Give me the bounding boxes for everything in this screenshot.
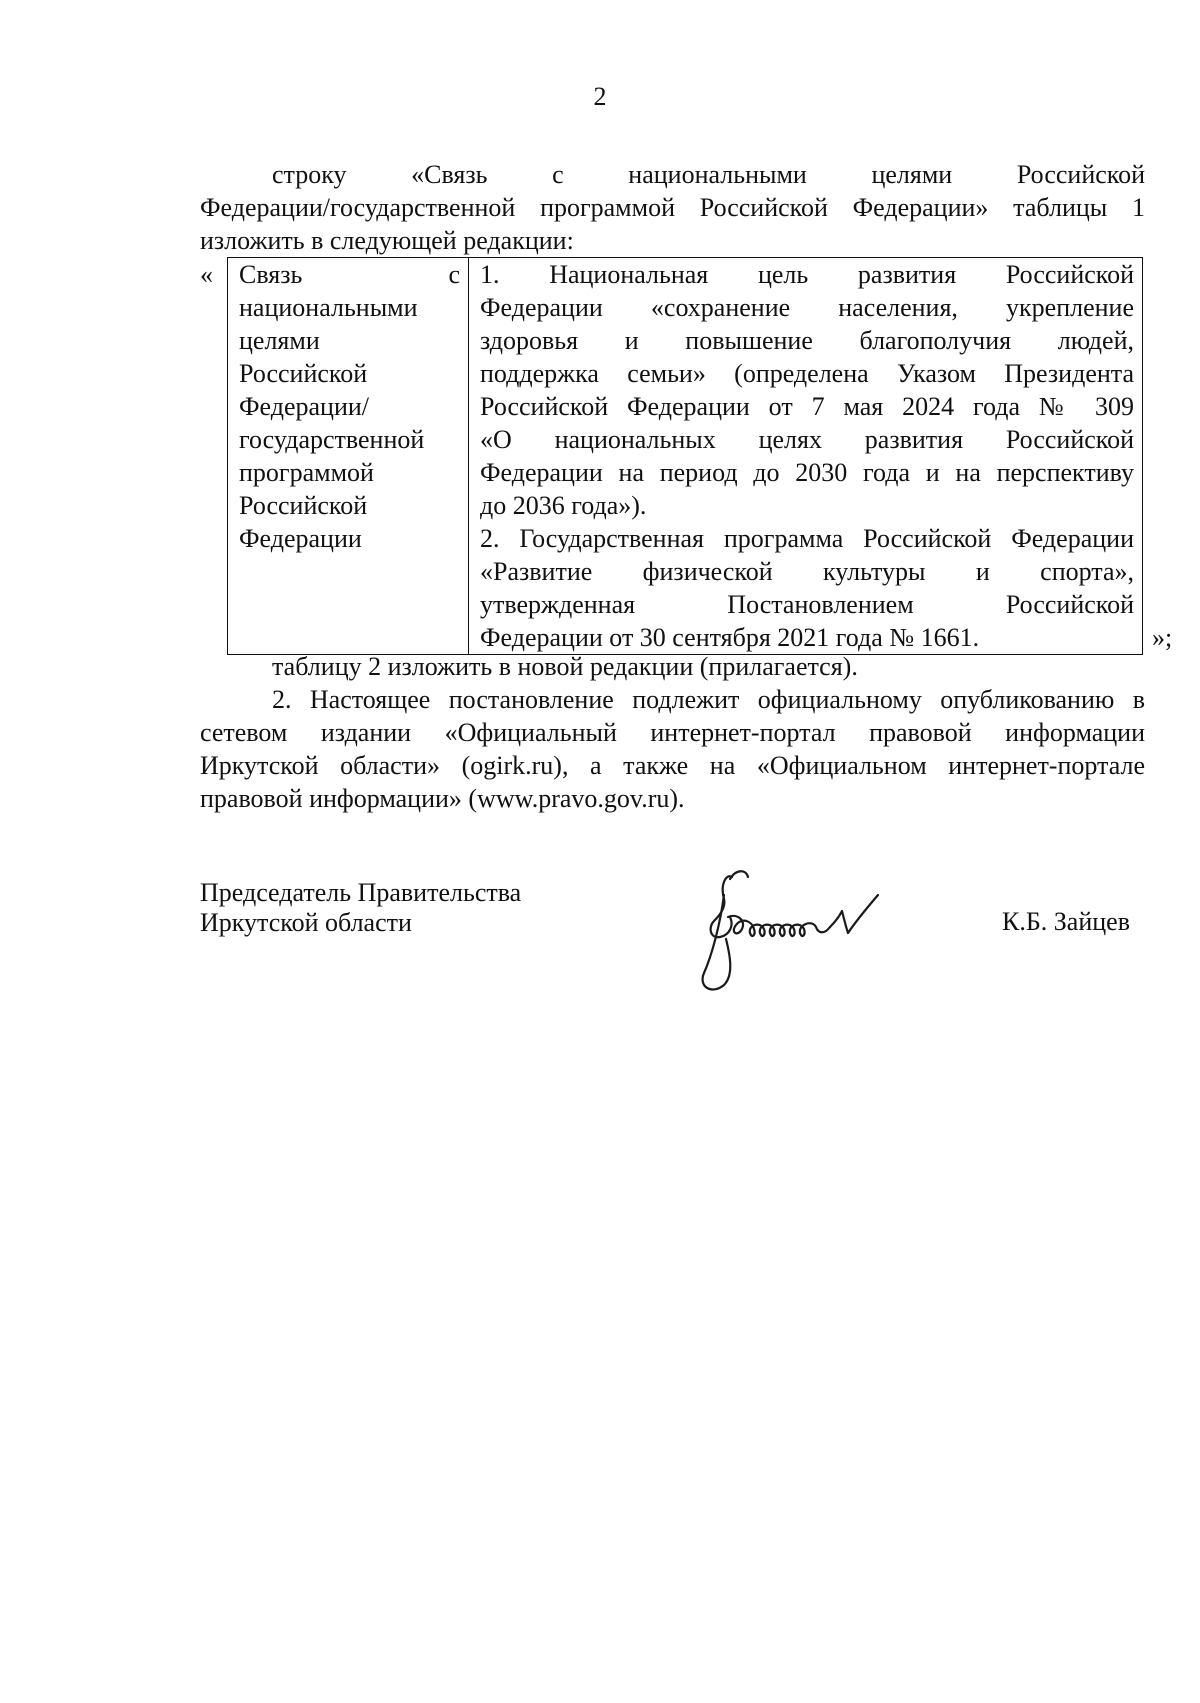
left-cell-line: Федерации (239, 524, 362, 553)
right-cell-line: здоровья и повышение благополучия людей, (480, 326, 1134, 355)
opening-quote: « (200, 260, 213, 289)
intro-line-2: Федерации/государственной программой Российской Федерации» таблицы 1 (200, 193, 1145, 222)
signatory-title-line-1: Председатель Правительства (200, 878, 522, 907)
signer-name: К.Б. Зайцев (1002, 907, 1130, 936)
publication-line-1: 2. Настоящее постановление подлежит официальному опубликованию в (272, 685, 1145, 714)
intro-line-1: строку «Связь с национальными целями Российской (272, 160, 1145, 189)
right-cell-line: Российской Федерации от 7 мая 2024 года № 309 (480, 392, 1134, 421)
publication-line-3: Иркутской области» (ogirk.ru), а также на «Официальном интернет-портале (200, 751, 1145, 780)
intro-paragraph (200, 158, 1145, 257)
handwritten-signature (690, 855, 920, 995)
after-table-paragraph (200, 650, 1145, 683)
amendment-table (227, 257, 1143, 655)
closing-quote: »; (1152, 623, 1173, 652)
after-table-line: таблицу 2 изложить в новой редакции (прилагается). (272, 652, 858, 681)
right-cell-line: 1. Национальная цель развития Российской (480, 260, 1134, 289)
left-cell-line: Российской (239, 359, 368, 388)
signatory-title-line-2: Иркутской области (200, 908, 412, 937)
right-cell-line: утвержденная Постановлением Российской (480, 590, 1134, 619)
right-cell-line: «О национальных целях развития Российской (480, 425, 1134, 454)
right-cell (469, 258, 1143, 655)
intro-line-3: изложить в следующей редакции: (200, 226, 574, 255)
left-cell-line: программой (239, 458, 374, 487)
right-cell-line: «Развитие физической культуры и спорта», (480, 557, 1134, 586)
right-cell-line: до 2036 года»). (480, 491, 647, 520)
publication-line-2: сетевом издании «Официальный интернет-портал правовой информации (200, 718, 1145, 747)
right-cell-line: Федерации на период до 2030 года и на перспективу (480, 458, 1134, 487)
table-row (228, 258, 1143, 655)
left-cell-line: Российской (239, 491, 368, 520)
right-cell-line: Федерации от 30 сентября 2021 года № 1661. (480, 623, 980, 652)
left-cell-line: национальными (239, 293, 418, 322)
left-cell-line: государственной (239, 425, 425, 454)
page-number: 2 (593, 82, 607, 111)
left-cell-line: Связь с (239, 260, 460, 289)
right-cell-line: 2. Государственная программа Российской Федерации (480, 524, 1134, 553)
right-cell-line: поддержка семьи» (определена Указом Президента (480, 359, 1134, 388)
signatory-title (200, 878, 521, 938)
left-cell-line: целями (239, 326, 320, 355)
publication-paragraph (200, 683, 1145, 815)
left-cell-line: Федерации/ (239, 392, 370, 421)
right-cell-line: Федерации «сохранение населения, укрепление (480, 293, 1134, 322)
publication-line-4: правовой информации» (www.pravo.gov.ru). (200, 784, 685, 813)
left-cell (228, 258, 469, 655)
